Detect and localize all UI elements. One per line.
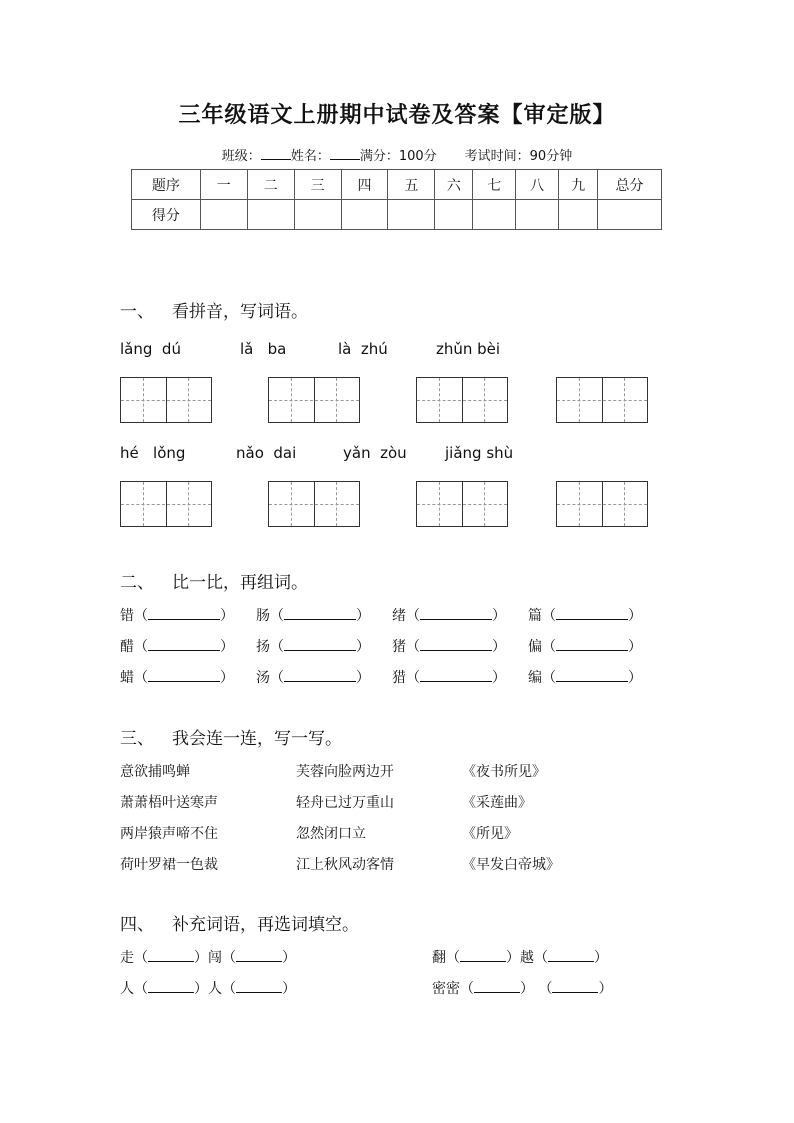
answer-blank[interactable] bbox=[148, 668, 220, 682]
compare-char: 肠 bbox=[256, 608, 270, 624]
writing-grid[interactable] bbox=[268, 377, 360, 423]
answer-blank[interactable] bbox=[148, 606, 220, 620]
table-cell: 三 bbox=[294, 170, 341, 200]
compare-char: 猎 bbox=[392, 670, 406, 686]
answer-blank[interactable] bbox=[148, 948, 194, 962]
table-cell: 得分 bbox=[132, 200, 201, 230]
compare-item: 篇（ ） bbox=[528, 608, 642, 624]
compare-char: 错 bbox=[120, 608, 134, 624]
idiom-char: 翻 bbox=[432, 950, 446, 966]
compare-item: 偏（ ） bbox=[528, 639, 642, 655]
compare-char: 编 bbox=[528, 670, 542, 686]
table-cell: 六 bbox=[435, 170, 473, 200]
table-cell: 五 bbox=[388, 170, 435, 200]
compare-item: 汤（ ） bbox=[256, 670, 370, 686]
answer-blank[interactable] bbox=[236, 948, 282, 962]
compare-char: 篇 bbox=[528, 608, 542, 624]
section-number: 二、 bbox=[120, 573, 154, 593]
score-table-score-row bbox=[132, 200, 662, 230]
idiom-char: 人 bbox=[120, 981, 134, 997]
compare-item: 蜡（ ） bbox=[120, 670, 234, 686]
section-title: 补充词语，再选词填空。 bbox=[172, 915, 359, 935]
class-label: 班级： bbox=[221, 149, 261, 164]
table-cell: 一 bbox=[200, 170, 247, 200]
pinyin-label: nǎo dai bbox=[236, 444, 297, 462]
answer-blank[interactable] bbox=[420, 668, 492, 682]
compare-char: 汤 bbox=[256, 670, 270, 686]
match-item-poem-line[interactable]: 荷叶罗裙一色裁 bbox=[120, 857, 218, 873]
match-item-poem-line[interactable]: 轻舟已过万重山 bbox=[296, 795, 394, 811]
section-4-heading bbox=[120, 910, 359, 935]
match-item-poem-line[interactable]: 萧萧梧叶送寒声 bbox=[120, 795, 218, 811]
section-3-heading bbox=[120, 724, 342, 749]
match-item-poem-line[interactable]: 芙蓉向脸两边开 bbox=[296, 764, 394, 780]
compare-char: 偏 bbox=[528, 639, 542, 655]
writing-grid[interactable] bbox=[416, 377, 508, 423]
score-cell[interactable] bbox=[559, 200, 598, 230]
match-item-poem-title[interactable]: 《所见》 bbox=[462, 826, 518, 842]
match-item-poem-title[interactable]: 《早发白帝城》 bbox=[462, 857, 560, 873]
answer-blank[interactable] bbox=[556, 637, 628, 651]
answer-blank[interactable] bbox=[284, 637, 356, 651]
section-1-heading bbox=[120, 297, 308, 322]
compare-item: 扬（ ） bbox=[256, 639, 370, 655]
score-cell[interactable] bbox=[388, 200, 435, 230]
exam-info bbox=[0, 145, 794, 164]
class-blank[interactable] bbox=[261, 147, 291, 160]
answer-blank[interactable] bbox=[148, 637, 220, 651]
pinyin-label: yǎn zòu bbox=[343, 444, 407, 462]
score-cell[interactable] bbox=[294, 200, 341, 230]
table-cell: 八 bbox=[516, 170, 559, 200]
compare-item: 错（ ） bbox=[120, 608, 234, 624]
pinyin-label: lǎ ba bbox=[240, 340, 287, 358]
section-title: 我会连一连，写一写。 bbox=[172, 729, 342, 749]
answer-blank[interactable] bbox=[284, 606, 356, 620]
compare-item: 编（ ） bbox=[528, 670, 642, 686]
compare-char: 猪 bbox=[392, 639, 406, 655]
score-cell[interactable] bbox=[473, 200, 516, 230]
idiom-fill-item: 人（ ）人（ ） bbox=[120, 981, 296, 997]
table-cell: 题序 bbox=[132, 170, 201, 200]
answer-blank[interactable] bbox=[236, 979, 282, 993]
pinyin-label: lǎng dú bbox=[120, 340, 181, 358]
match-item-poem-line[interactable]: 忽然闭口立 bbox=[296, 826, 366, 842]
compare-item: 肠（ ） bbox=[256, 608, 370, 624]
section-title: 比一比，再组词。 bbox=[172, 573, 308, 593]
score-cell[interactable] bbox=[516, 200, 559, 230]
time-label: 考试时间：90分钟 bbox=[464, 149, 573, 164]
score-table-header-row bbox=[132, 170, 662, 200]
idiom-char: 走 bbox=[120, 950, 134, 966]
compare-char: 绪 bbox=[392, 608, 406, 624]
score-cell[interactable] bbox=[598, 200, 662, 230]
compare-item: 绪（ ） bbox=[392, 608, 506, 624]
writing-grid[interactable] bbox=[556, 377, 648, 423]
table-cell: 七 bbox=[473, 170, 516, 200]
answer-blank[interactable] bbox=[548, 948, 594, 962]
pinyin-label: zhǔn bèi bbox=[436, 340, 501, 358]
compare-item: 猎（ ） bbox=[392, 670, 506, 686]
writing-grid[interactable] bbox=[416, 481, 508, 527]
writing-grid[interactable] bbox=[268, 481, 360, 527]
score-cell[interactable] bbox=[435, 200, 473, 230]
match-item-poem-title[interactable]: 《夜书所见》 bbox=[462, 764, 546, 780]
match-item-poem-line[interactable]: 意欲捕鸣蝉 bbox=[120, 764, 190, 780]
writing-grid[interactable] bbox=[120, 481, 212, 527]
section-number: 四、 bbox=[120, 915, 154, 935]
match-item-poem-title[interactable]: 《采莲曲》 bbox=[462, 795, 532, 811]
pinyin-label: hé lǒng bbox=[120, 444, 186, 462]
idiom-fill-item: 走（ ）闯（ ） bbox=[120, 950, 296, 966]
match-item-poem-line[interactable]: 两岸猿声啼不住 bbox=[120, 826, 218, 842]
section-title: 看拼音，写词语。 bbox=[172, 302, 308, 322]
answer-blank[interactable] bbox=[284, 668, 356, 682]
idiom-fill-item: 翻（ ）越（ ） bbox=[432, 950, 608, 966]
score-cell[interactable] bbox=[200, 200, 247, 230]
name-blank[interactable] bbox=[330, 147, 360, 160]
table-cell: 总分 bbox=[598, 170, 662, 200]
table-cell: 二 bbox=[247, 170, 294, 200]
pinyin-label: jiǎng shù bbox=[445, 444, 514, 462]
pinyin-label: là zhú bbox=[338, 340, 388, 358]
compare-item: 猪（ ） bbox=[392, 639, 506, 655]
section-number: 三、 bbox=[120, 729, 154, 749]
answer-blank[interactable] bbox=[148, 979, 194, 993]
answer-blank[interactable] bbox=[556, 606, 628, 620]
answer-blank[interactable] bbox=[552, 979, 598, 993]
name-label: 姓名： bbox=[290, 149, 330, 164]
score-table bbox=[131, 169, 662, 230]
idiom-char: 越 bbox=[520, 950, 534, 966]
section-2-heading bbox=[120, 568, 308, 593]
table-cell: 九 bbox=[559, 170, 598, 200]
idiom-char: 闯 bbox=[208, 950, 222, 966]
section-number: 一、 bbox=[120, 302, 154, 322]
match-item-poem-line[interactable]: 江上秋风动客情 bbox=[296, 857, 394, 873]
compare-char: 蜡 bbox=[120, 670, 134, 686]
answer-blank[interactable] bbox=[460, 948, 506, 962]
idiom-char: 密密 bbox=[432, 981, 460, 997]
page-title: 三年级语文上册期中试卷及答案【审定版】 bbox=[178, 103, 616, 128]
answer-blank[interactable] bbox=[420, 606, 492, 620]
writing-grid[interactable] bbox=[120, 377, 212, 423]
compare-char: 扬 bbox=[256, 639, 270, 655]
answer-blank[interactable] bbox=[420, 637, 492, 651]
idiom-char: 人 bbox=[208, 981, 222, 997]
answer-blank[interactable] bbox=[474, 979, 520, 993]
score-cell[interactable] bbox=[341, 200, 388, 230]
score-label: 满分：100分 bbox=[359, 149, 437, 164]
answer-blank[interactable] bbox=[556, 668, 628, 682]
compare-char: 醋 bbox=[120, 639, 134, 655]
idiom-fill-item: 密密（ ） （ ） bbox=[432, 981, 613, 997]
compare-item: 醋（ ） bbox=[120, 639, 234, 655]
writing-grid[interactable] bbox=[556, 481, 648, 527]
table-cell: 四 bbox=[341, 170, 388, 200]
score-cell[interactable] bbox=[247, 200, 294, 230]
